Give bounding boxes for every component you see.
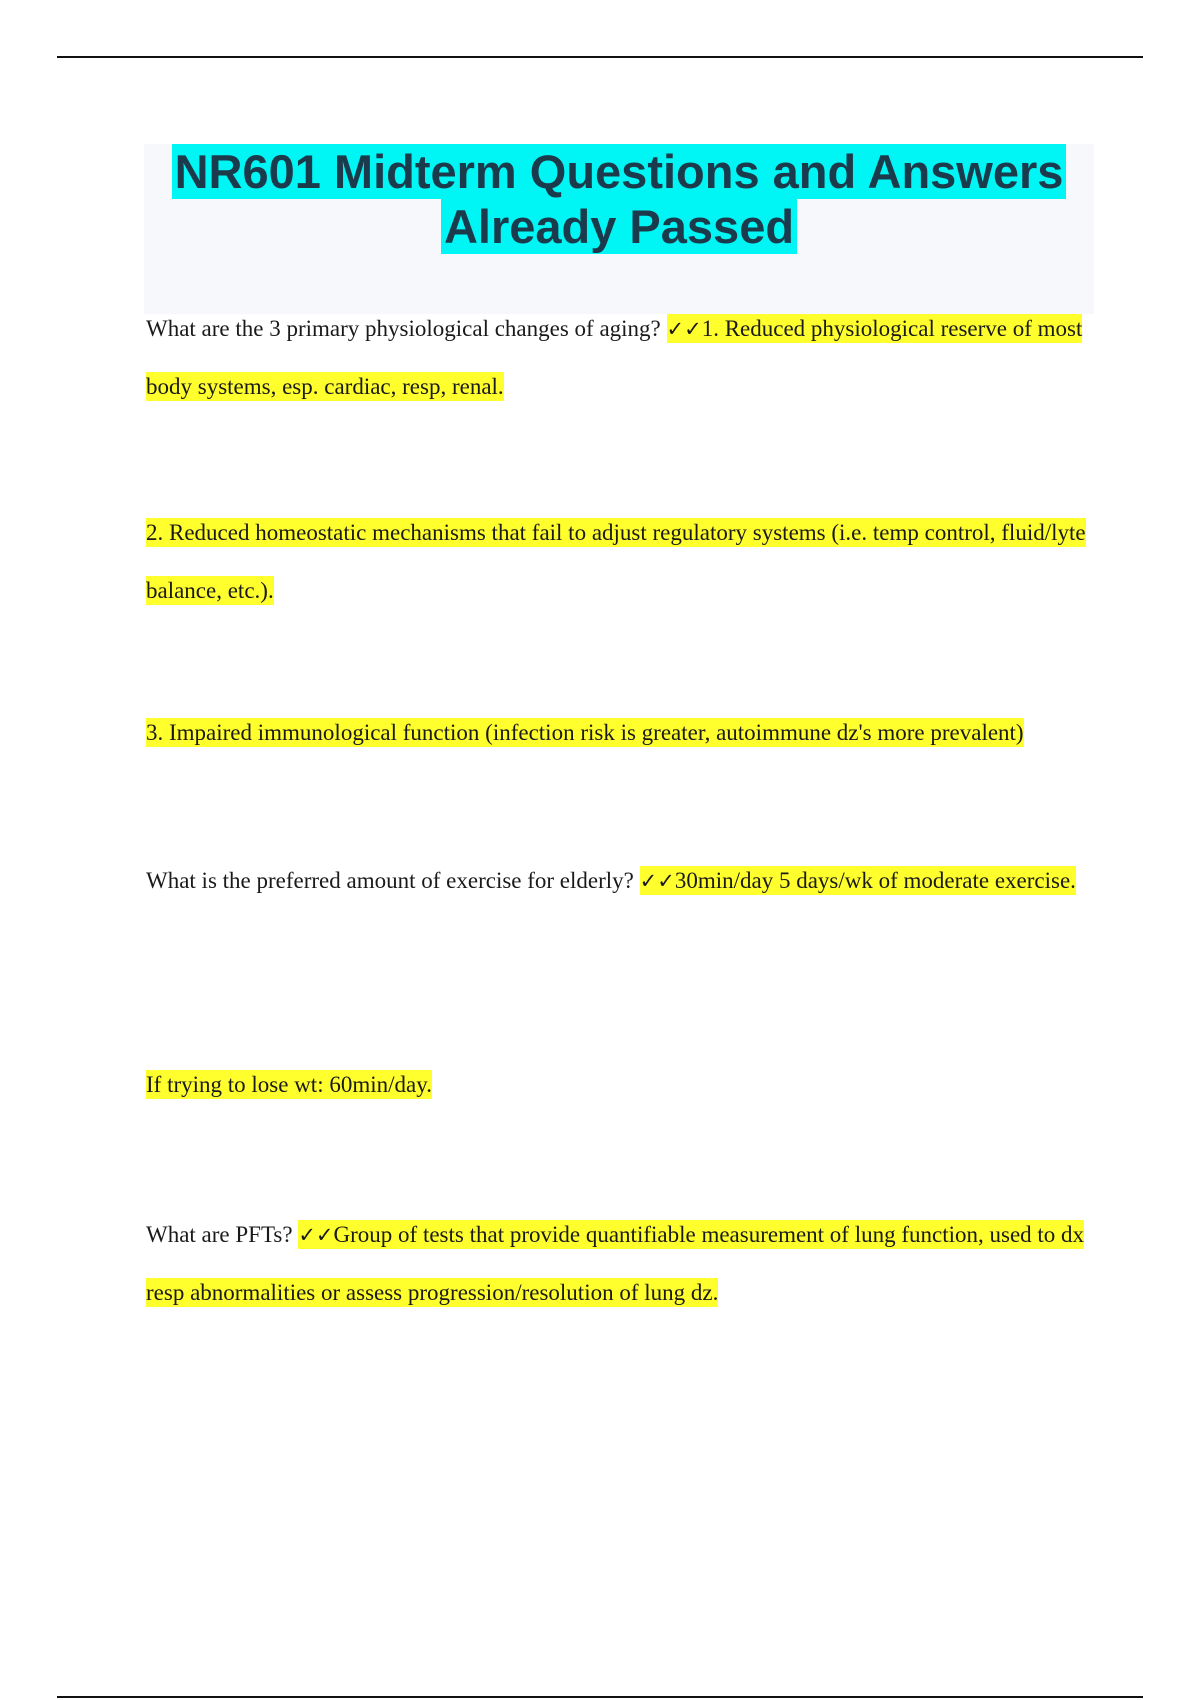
question-text: What are the 3 primary physiological changes of aging? <box>146 316 661 341</box>
answer-text: 2. Reduced homeostatic mechanisms that fail to adjust regulatory systems (i.e. temp control, fluid/lyte balance, etc.). <box>146 520 1086 603</box>
answer-text: Group of tests that provide quantifiable measurement of lung function, used to dx resp abnormalities or assess progression/resolution of lung dz. <box>146 1222 1085 1305</box>
answer-text: 1. Reduced physiological reserve of most body systems, esp. cardiac, resp, renal. <box>146 316 1083 399</box>
double-check-icon: ✓✓ <box>666 317 702 341</box>
page-title-line-2: Already Passed <box>441 199 797 254</box>
double-check-icon: ✓✓ <box>639 869 675 893</box>
qa-item-aging-2 <box>146 504 1106 620</box>
question-text: What are PFTs? <box>146 1222 293 1247</box>
qa-item-pfts <box>146 1206 1106 1322</box>
double-check-icon: ✓✓ <box>298 1223 334 1247</box>
page-title-line-1: NR601 Midterm Questions and Answers <box>172 144 1067 199</box>
bottom-rule <box>57 1696 1143 1698</box>
qa-item-exercise-2 <box>146 1056 1106 1114</box>
answer-text: If trying to lose wt: 60min/day. <box>146 1072 432 1097</box>
answer-text: 3. Impaired immunological function (infection risk is greater, autoimmune dz's more prevalent) <box>146 720 1024 745</box>
answer-highlight <box>640 866 1076 895</box>
title-block <box>144 144 1094 314</box>
question-text: What is the preferred amount of exercise for elderly? <box>146 868 634 893</box>
qa-item-aging-3 <box>146 704 1106 762</box>
qa-item-exercise <box>146 852 1106 910</box>
answer-text: 30min/day 5 days/wk of moderate exercise. <box>674 868 1076 893</box>
qa-item-aging <box>146 300 1106 416</box>
top-rule <box>57 56 1143 58</box>
